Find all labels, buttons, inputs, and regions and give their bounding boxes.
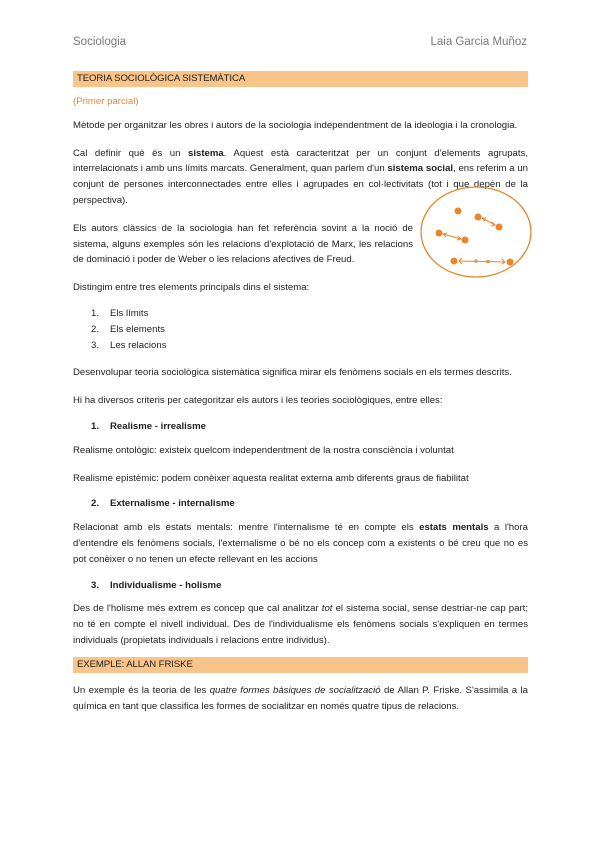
criterion-heading-realism: 1. Realisme - irrealisme [91, 420, 206, 432]
paragraph-ontological-realism: Realisme ontològic: existeix quelcom independentment de la nostra consciència i voluntat [73, 444, 454, 456]
system-element [462, 237, 469, 244]
paragraph-three-elements: Distingim entre tres elements principals dins el sistema: [73, 282, 310, 294]
system-element [455, 208, 462, 215]
paragraph-classic-authors: Els autors clàssics de la sociologia han fet referència sovint a la noció de sistema, alguns exemples són les relacions d'explotació de Marx, les relacions de dominació i poder de Weber o les relacions afectives de Freud. [73, 222, 413, 266]
elements-list [73, 306, 528, 353]
paragraph-externalism: Relacionat amb els estats mentals: mentre l'internalisme té en compte els estats mentals a l'hora d'entendre els fenòmens socials, l'externalisme o bé no els concep com a existents o bé creu que no es pot conèixer o no tenen un efecte rellevant en les accions [73, 522, 528, 565]
criterion-heading-externalism: 2. Externalisme - internalisme [91, 498, 235, 510]
paragraph-criteria: Hi ha diversos criteris per categoritzar els autors i les teories sociològiques, entre elles: [73, 395, 443, 407]
term-mental-states: estats mentals [419, 522, 489, 534]
term-four-forms: quatre formes bàsiques de socialització [209, 684, 381, 696]
section-banner-theory: TEORIA SOCIOLÒGICA SISTEMÀTICA [73, 71, 528, 87]
paragraph-develop-theory: Desenvolupar teoria sociològica sistemàtica significa mirar els fenòmens socials en els termes descrits. [73, 367, 512, 379]
paragraph-epistemic-realism: Realisme epistèmic: podem conèixer aquesta realitat externa amb diferents graus de fiabilitat [73, 472, 469, 484]
system-element [475, 214, 482, 221]
system-relation [443, 233, 461, 240]
paragraph-holism: Des de l'holisme més extrem es concep que cal analitzar tot el sistema social, sense destriar-ne cap part; no té en compte el nivell individual. Des de l'individualisme els fenòmens socials s'expliquen en termes individuals (propietats individuals i relacions entre individus). [73, 603, 528, 646]
term-system: sistema [188, 147, 224, 159]
document-body [73, 71, 528, 714]
paragraph-method: Mètode per organitzar les obres i autors de la sociologia independentment de la ideologia i la cronologia. [73, 119, 518, 131]
list-item: 2. Els elements [91, 323, 165, 335]
paragraph-system: Cal definir què és un sistema. Aquest està caracteritzat per un conjunt d'elements agrupats, interrelacionats i amb uns límits marcats. Generalment, quan parlem d'un sistema social, ens referim a un conjunt de persones interconnectades entre elles i agrupades en col·lectivitats (tot i que depèn de la perspectiva). [73, 147, 528, 206]
system-relation [459, 258, 505, 264]
criterion-heading-individualism: 3. Individualisme - holisme [91, 579, 222, 591]
system-element [451, 258, 458, 265]
system-element [496, 224, 503, 231]
section-banner-example: EXEMPLE: ALLAN FRISKE [73, 657, 528, 673]
term-tot: tot [321, 603, 333, 615]
section-subtitle: (Primer parcial) [73, 96, 139, 107]
term-social-system: sistema social [387, 163, 454, 175]
system-element [436, 230, 443, 237]
list-item: 3. Les relacions [91, 339, 167, 351]
header-course: Sociologia [73, 36, 127, 48]
system-relation [482, 218, 495, 226]
system-element [507, 259, 514, 266]
list-item: 1. Els límits [91, 307, 149, 319]
header-author: Laia Garcia Muñoz [430, 36, 527, 48]
paragraph-friske: Un exemple és la teoria de les quatre formes bàsiques de socialització de Allan P. Friske. S'assimila a la química en tant que classifica les formes de socialitzar en només quatre tipus de relacions. [73, 684, 528, 712]
system-diagram [418, 183, 534, 281]
